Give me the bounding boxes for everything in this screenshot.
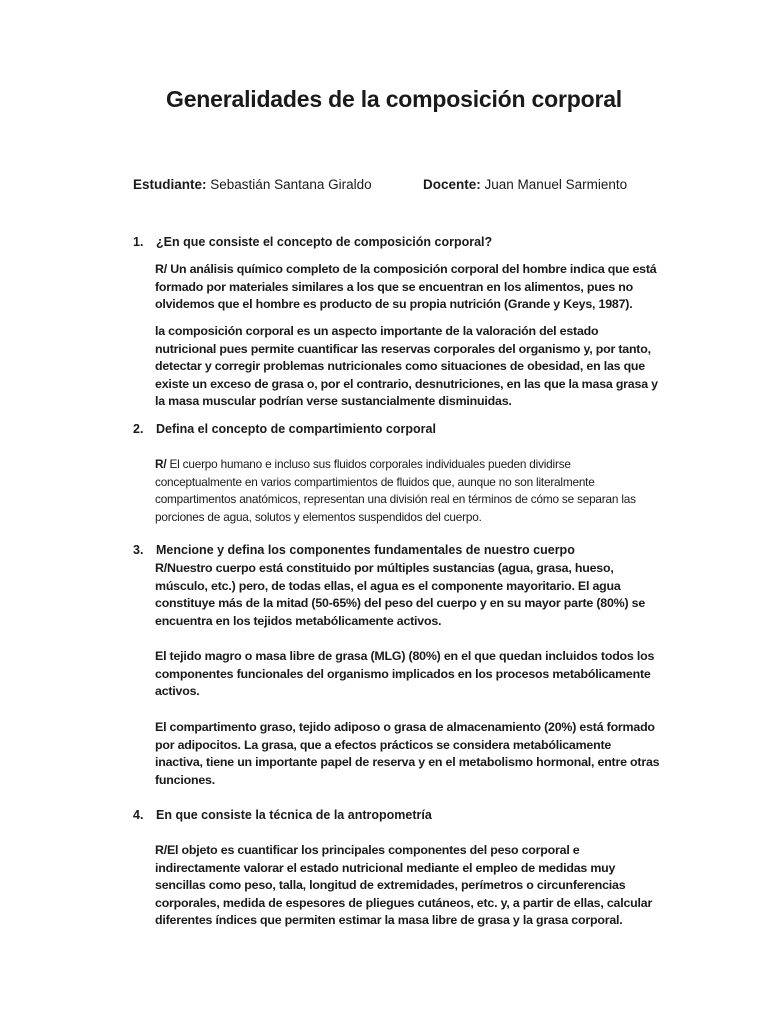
question-text: Defina el concepto de compartimiento corporal bbox=[156, 422, 436, 436]
answer-paragraph: El compartimento graso, tejido adiposo o grasa de almacenamiento (20%) está formado por adipocitos. La grasa, que a efectos prácticos se considera metabólicamente inactiva, tiene un importante papel de reserva y en el metabolismo hormonal, entre otras funciones. bbox=[155, 720, 660, 787]
question-text: Mencione y defina los componentes fundamentales de nuestro cuerpo bbox=[156, 543, 575, 557]
student-name: Sebastián Santana Giraldo bbox=[210, 177, 372, 192]
answer-lead: R/ bbox=[155, 457, 167, 471]
teacher-name: Juan Manuel Sarmiento bbox=[484, 177, 628, 192]
question-text: ¿En que consiste el concepto de composición corporal? bbox=[156, 235, 493, 249]
question-4 bbox=[133, 808, 673, 822]
answer-paragraph: R/ Un análisis químico completo de la composición corporal del hombre indica que está formado por materiales similares a los que se encuentran en los alimentos, pues no olvidemos que el hombre es producto de su propia nutrición (Grande y Keys, 1987). bbox=[155, 262, 657, 311]
question-3 bbox=[133, 543, 673, 557]
answer-paragraph: El tejido magro o masa libre de grasa (MLG) (80%) en el que quedan incluidos todos los componentes funcionales del organismo implicados en los procesos metabólicamente activos. bbox=[155, 649, 655, 698]
student-label: Estudiante: bbox=[133, 177, 207, 192]
question-number: 3. bbox=[133, 543, 144, 557]
document-title: Generalidades de la composición corporal bbox=[166, 86, 622, 112]
answer-body: El cuerpo humano e incluso sus fluidos corporales individuales pueden dividirse conceptualmente en varios compartimientos de fluidos que, aunque no son literalmente compartimentos anatómicos, representan una división real en términos de cómo se separan las porciones de agua, solutos y elementos suspendidos del cuerpo. bbox=[155, 457, 636, 524]
student-info bbox=[133, 177, 372, 192]
answer-paragraph: la composición corporal es un aspecto importante de la valoración del estado nutricional pues permite cuantificar las reservas corporales del organismo y, por tanto, detectar y corregir problemas nutricionales como situaciones de obesidad, en las que existe un exceso de grasa o, por el contrario, desnutriciones, en las que la masa grasa y la masa muscular podrían verse sustancialmente disminuidas. bbox=[155, 324, 658, 408]
teacher-label: Docente: bbox=[423, 177, 481, 192]
answer-paragraph: R/Nuestro cuerpo está constituido por múltiples sustancias (agua, grasa, hueso, músculo, etc.) pero, de todas ellas, el agua es el componente mayoritario. El agua constituye más de la mitad (50-65%) del peso del cuerpo y en su mayor parte (80%) se encuentra en los tejidos metabólicamente activos. bbox=[155, 561, 646, 628]
question-text: En que consiste la técnica de la antropometría bbox=[156, 808, 432, 822]
answer-paragraph: R/El objeto es cuantificar los principales componentes del peso corporal e indirectamente valorar el estado nutricional mediante el empleo de medidas muy sencillas como peso, talla, longitud de extremidades, perímetros o circunferencias corporales, medida de espesores de pliegues cutáneos, etc. y, a partir de ellas, calcular diferentes índices que permiten estimar la masa libre de grasa y la grasa corporal. bbox=[155, 843, 653, 927]
question-number: 2. bbox=[133, 422, 144, 436]
question-number: 4. bbox=[133, 808, 144, 822]
answer-paragraph bbox=[155, 456, 660, 526]
question-2 bbox=[133, 422, 673, 436]
question-1 bbox=[133, 235, 673, 249]
question-number: 1. bbox=[133, 235, 144, 249]
teacher-info bbox=[423, 177, 627, 192]
